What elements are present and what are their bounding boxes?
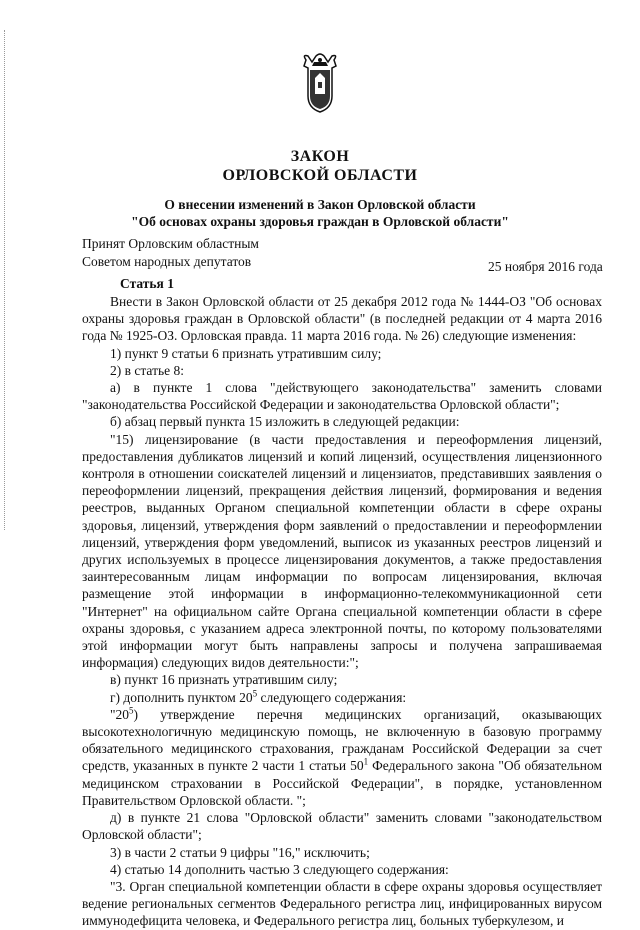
paragraph-item-2: 2) в статье 8: [110, 362, 184, 378]
law-title: ЗАКОН [290, 148, 350, 165]
item-2g-text-a: г) дополнить пунктом 20 [110, 689, 253, 705]
paragraph-item-1: 1) пункт 9 статьи 6 признать утратившим силу; [110, 345, 382, 361]
adopted-by-line1: Принят Орловским областным [82, 236, 259, 251]
superscript-5b: 5 [129, 705, 134, 716]
coat-of-arms-icon [298, 52, 342, 114]
item-20-5-text-b: ) утверждение перечня медицинских организаций, оказывающих высокотехнологичную медицинскую помощь, не включенную в базовую программу обязательного медицинского страхования, гражданам Российской Федерации за счет средств, указанных в пункте 2 части 1 статьи 50 [82, 706, 602, 774]
superscript-5: 5 [252, 688, 258, 699]
article-heading: Статья 1 [120, 276, 174, 291]
document-body [82, 293, 602, 930]
law-subtitle-line2: "Об основах охраны здоровья граждан в Орловской области" [131, 214, 509, 229]
paragraph-item-2b: б) абзац первый пункта 15 изложить в следующей редакции: [110, 414, 460, 430]
binding-margin [4, 30, 7, 530]
law-subtitle-line1: О внесении изменений в Закон Орловской области [164, 197, 476, 212]
paragraph-item-2d: д) в пункте 21 слова "Орловской области" заменить словами "законодательством Орловской области"; [82, 810, 602, 843]
paragraph-item-20-5 [82, 706, 602, 809]
paragraph-item-4: 4) статью 14 дополнить частью 3 следующего содержания: [110, 861, 449, 877]
law-region: ОРЛОВСКОЙ ОБЛАСТИ [222, 167, 418, 184]
adoption-date: 25 ноября 2016 года [488, 259, 603, 274]
paragraph-item-3: 3) в части 2 статьи 9 цифры "16," исключить; [110, 844, 370, 860]
paragraph-item-2v: в) пункт 16 признать утратившим силу; [110, 672, 338, 688]
item-20-5-text-a: "20 [110, 706, 130, 722]
paragraph-part-3: "3. Орган специальной компетенции области в сфере охраны здоровья осуществляет ведение региональных сегментов Федерального регистра лиц, инфицированных вирусом иммунодефицита человека, и Федерального регистра лиц, больных туберкулезом, и [82, 878, 602, 929]
item-20-5-text-c: Федерального закона "Об обязательном медицинском страховании в Российской Федерации", в порядке, установленном Правительством Орловской области. "; [82, 758, 602, 808]
adopted-by-line2: Советом народных депутатов [82, 254, 252, 269]
superscript-1: 1 [363, 756, 369, 767]
paragraph-item-2a: а) в пункте 1 слова "действующего законодательства" заменить словами "законодательства Российской Федерации и законодательства Орловской области"; [82, 380, 602, 413]
paragraph-intro: Внести в Закон Орловской области от 25 декабря 2012 года № 1444-ОЗ "Об основах охраны здоровья граждан в Орловской области" (в последней редакции от 4 марта 2016 года № 1925-ОЗ. Орловская правда. 11 марта 2016 года. № 26) следующие изменения: [82, 294, 602, 344]
item-2g-text-b: следующего содержания: [260, 689, 407, 705]
paragraph-item-15: "15) лицензирование (в части предоставления и переоформления лицензий, предоставления дубликатов лицензий и копий лицензий, осуществления лицензионного контроля в отношении соискателей лицензий и лицензиатов, представивших заявления о переоформлении лицензий, прекращения действия лицензий, формирования и ведения реестров, выданных Органом специальной компетенции области в сфере охраны здоровья, лицензий, утверждения форм заявлений о предоставлении и переоформлении лицензий, утверждения форм уведомлений, выписок из указанных реестров лицензий и других используемых в процессе лицензирования документов, а также предоставления заинтересованным лицам информации по вопросам лицензирования, включая размещение этой информации в информационно-телекоммуникационной сети "Интернет" на официальном сайте Органа специальной компетенции области в сфере охраны здоровья, с указанием адреса электронной почты, по которому пользователями этой информации могут быть направлены запросы и получена запрашиваемая информация) следующих видов деятельности:"; [82, 431, 602, 671]
paragraph-item-2g [82, 689, 602, 706]
